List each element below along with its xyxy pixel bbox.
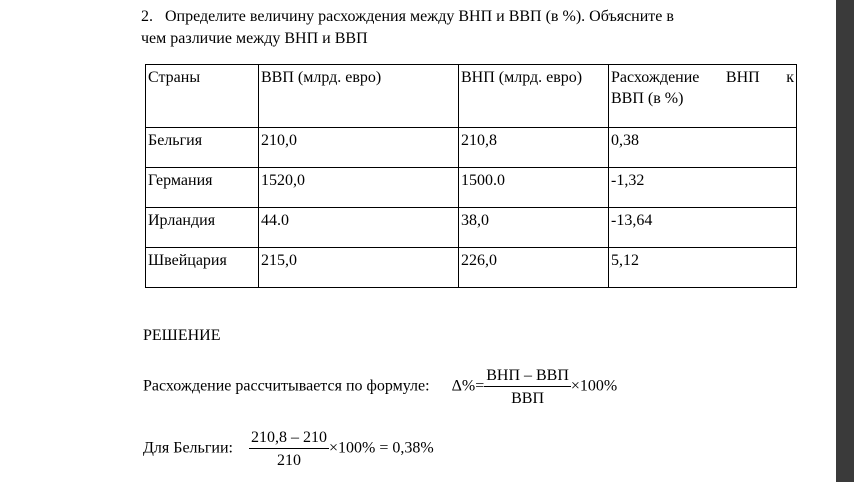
formula-line xyxy=(143,366,617,408)
table-row xyxy=(146,168,797,208)
table-cell: 210,0 xyxy=(259,128,459,168)
formula-lhs: Δ%= xyxy=(451,377,485,395)
table-cell: 1520,0 xyxy=(259,168,459,208)
task-number: 2. xyxy=(141,8,153,25)
header-gnp: ВНП (млрд. евро) xyxy=(459,65,609,128)
table-cell: Германия xyxy=(146,168,259,208)
header-countries: Страны xyxy=(146,65,259,128)
solution-title: РЕШЕНИЕ xyxy=(143,327,221,344)
table-header-row xyxy=(146,65,797,128)
table-cell: 5,12 xyxy=(609,248,797,288)
task-text-line1: Определите величину расхождения между ВНП и ВВП (в %). Объясните в xyxy=(165,8,674,25)
formula-fraction xyxy=(484,366,571,408)
formula-intro: Расхождение рассчитывается по формуле: xyxy=(143,377,430,395)
table-cell: 44.0 xyxy=(259,208,459,248)
table-cell: 38,0 xyxy=(459,208,609,248)
table-cell: 226,0 xyxy=(459,248,609,288)
header-divergence xyxy=(609,65,797,128)
table-row xyxy=(146,248,797,288)
viewer-background-strip xyxy=(836,0,854,482)
task-statement xyxy=(141,6,801,50)
table-cell: Швейцария xyxy=(146,248,259,288)
header-divergence-line2: ВВП (в %) xyxy=(611,90,684,107)
table-cell: -13,64 xyxy=(609,208,797,248)
belgium-intro: Для Бельгии: xyxy=(143,439,233,457)
table-cell: -1,32 xyxy=(609,168,797,208)
header-divergence-line1: Расхождение ВНП к xyxy=(611,69,794,86)
belgium-rhs: ×100% = 0,38% xyxy=(328,439,434,457)
belgium-numerator: 210,8 – 210 xyxy=(249,428,329,449)
table-cell: 210,8 xyxy=(459,128,609,168)
formula-numerator: ВНП – ВВП xyxy=(484,366,571,387)
table-cell: Ирландия xyxy=(146,208,259,248)
belgium-denominator: 210 xyxy=(276,452,301,469)
table-cell: 215,0 xyxy=(259,248,459,288)
formula-rhs: ×100% xyxy=(570,377,618,395)
task-text-line2: чем различие между ВНП и ВВП xyxy=(141,30,368,47)
header-gdp: ВВП (млрд. евро) xyxy=(259,65,459,128)
table-cell: 1500.0 xyxy=(459,168,609,208)
belgium-line xyxy=(143,428,434,470)
belgium-fraction xyxy=(249,428,329,470)
table-cell: Бельгия xyxy=(146,128,259,168)
formula-denominator: ВВП xyxy=(511,390,545,407)
table-cell: 0,38 xyxy=(609,128,797,168)
table-row xyxy=(146,208,797,248)
countries-table xyxy=(145,64,797,288)
table-row xyxy=(146,128,797,168)
